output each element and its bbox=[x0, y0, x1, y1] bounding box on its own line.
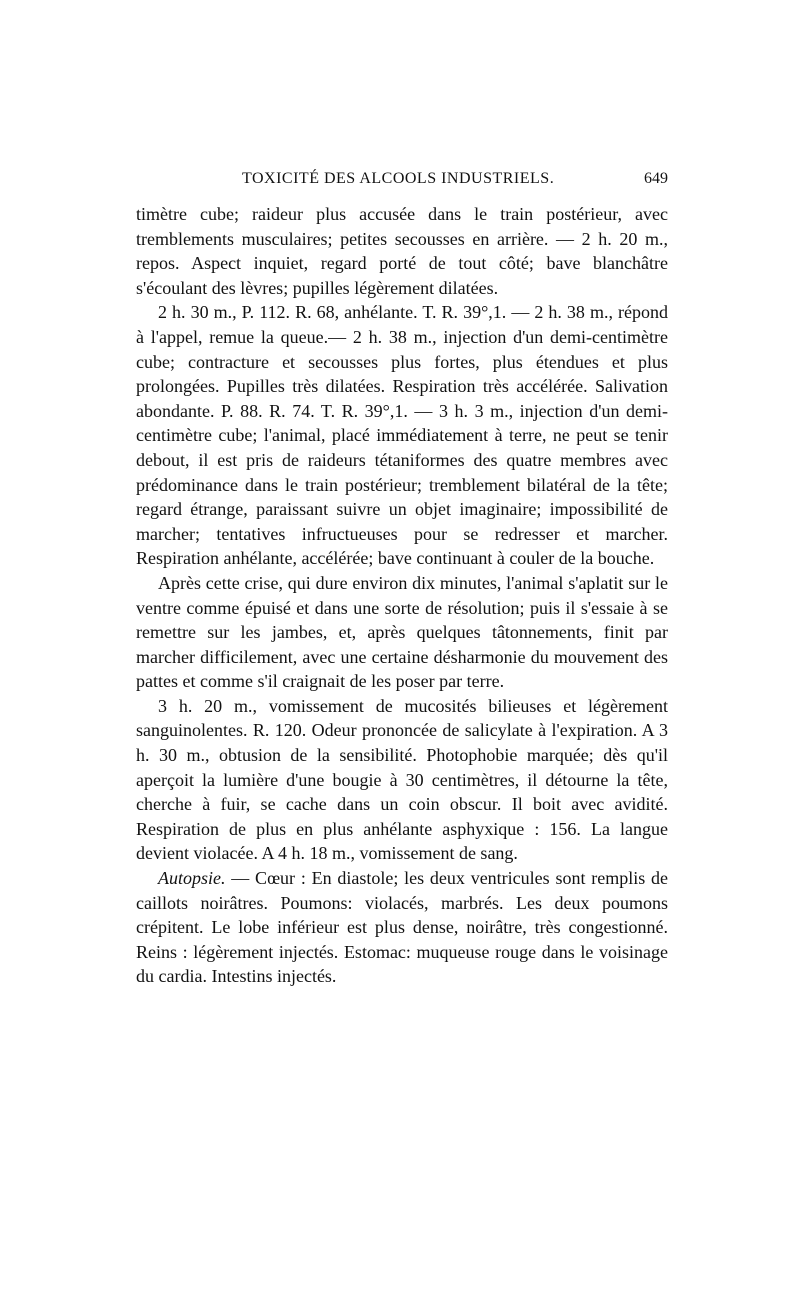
running-head bbox=[136, 170, 668, 194]
paragraph-continuation: timètre cube; raideur plus accusée dans le train postérieur, avec tremblements musculaires; petites secousses en arrière. — 2 h. 20 m., repos. Aspect inquiet, regard porté de tout côté; bave blanchâtre s'écoulant des lèvres; pupilles légèrement dilatées. bbox=[136, 204, 668, 298]
paragraph-vomiting: 3 h. 20 m., vomissement de mucosités bilieuses et légèrement sanguinolentes. R. 120. Odeur prononcée de salicylate à l'expiration. A 3 h. 30 m., obtusion de la sensibilité. Photophobie marquée; dès qu'il aperçoit la lumière d'une bougie à 30 centimètres, il détourne la tête, cherche à fuir, se cache dans un coin obscur. Il boit avec avidité. Respiration de plus en plus anhélante asphyxique : 156. La langue devient violacée. A 4 h. 18 m., vomissement de sang. bbox=[136, 695, 668, 864]
paragraph-injection-observations: 2 h. 30 m., P. 112. R. 68, anhélante. T. R. 39°,1. — 2 h. 38 m., répond à l'appel, remue la queue.— 2 h. 38 m., injection d'un demi-centimètre cube; contracture et secousses plus fortes, plus étendues et plus prolongées. Pupilles très dilatées. Respiration très accélérée. Salivation abondante. P. 88. R. 74. T. R. 39°,1. — 3 h. 3 m., injection d'un demi-centimètre cube; l'animal, placé immédiatement à terre, ne peut se tenir debout, il est pris de raideurs tétaniformes des quatre membres avec prédominance dans le train postérieur; tremblement bilatéral de la tête; regard étrange, paraissant suivre un objet imaginaire; impossibilité de marcher; tentatives infructueuses pour se redresser et marcher. Respiration anhélante, accélérée; bave continuant à couler de la bouche. bbox=[136, 302, 668, 569]
autopsy-text: — Cœur : En diastole; les deux ventricules sont remplis de caillots noirâtres. Poumons: violacés, marbrés. Les deux poumons crépitent. Le lobe inférieur est plus dense, noirâtre, très congestionné. Reins : légèrement injectés. Estomac: muqueuse rouge dans le voisinage du cardia. Intestins injectés. bbox=[136, 868, 668, 987]
autopsy-label: Autopsie. bbox=[158, 868, 226, 889]
paragraph-autopsy bbox=[136, 866, 668, 989]
running-title: TOXICITÉ DES ALCOOLS INDUSTRIELS. bbox=[242, 170, 555, 187]
paragraph-after-crisis: Après cette crise, qui dure environ dix minutes, l'animal s'aplatit sur le ventre comme épuisé et dans une sorte de résolution; puis il s'essaie à se remettre sur les jambes, et, après quelques tâtonnements, finit par marcher difficilement, avec une certaine désharmonie du mouvement des pattes et comme s'il craignait de les poser par terre. bbox=[136, 572, 668, 692]
page-number: 649 bbox=[644, 170, 668, 187]
body-text bbox=[136, 202, 668, 989]
